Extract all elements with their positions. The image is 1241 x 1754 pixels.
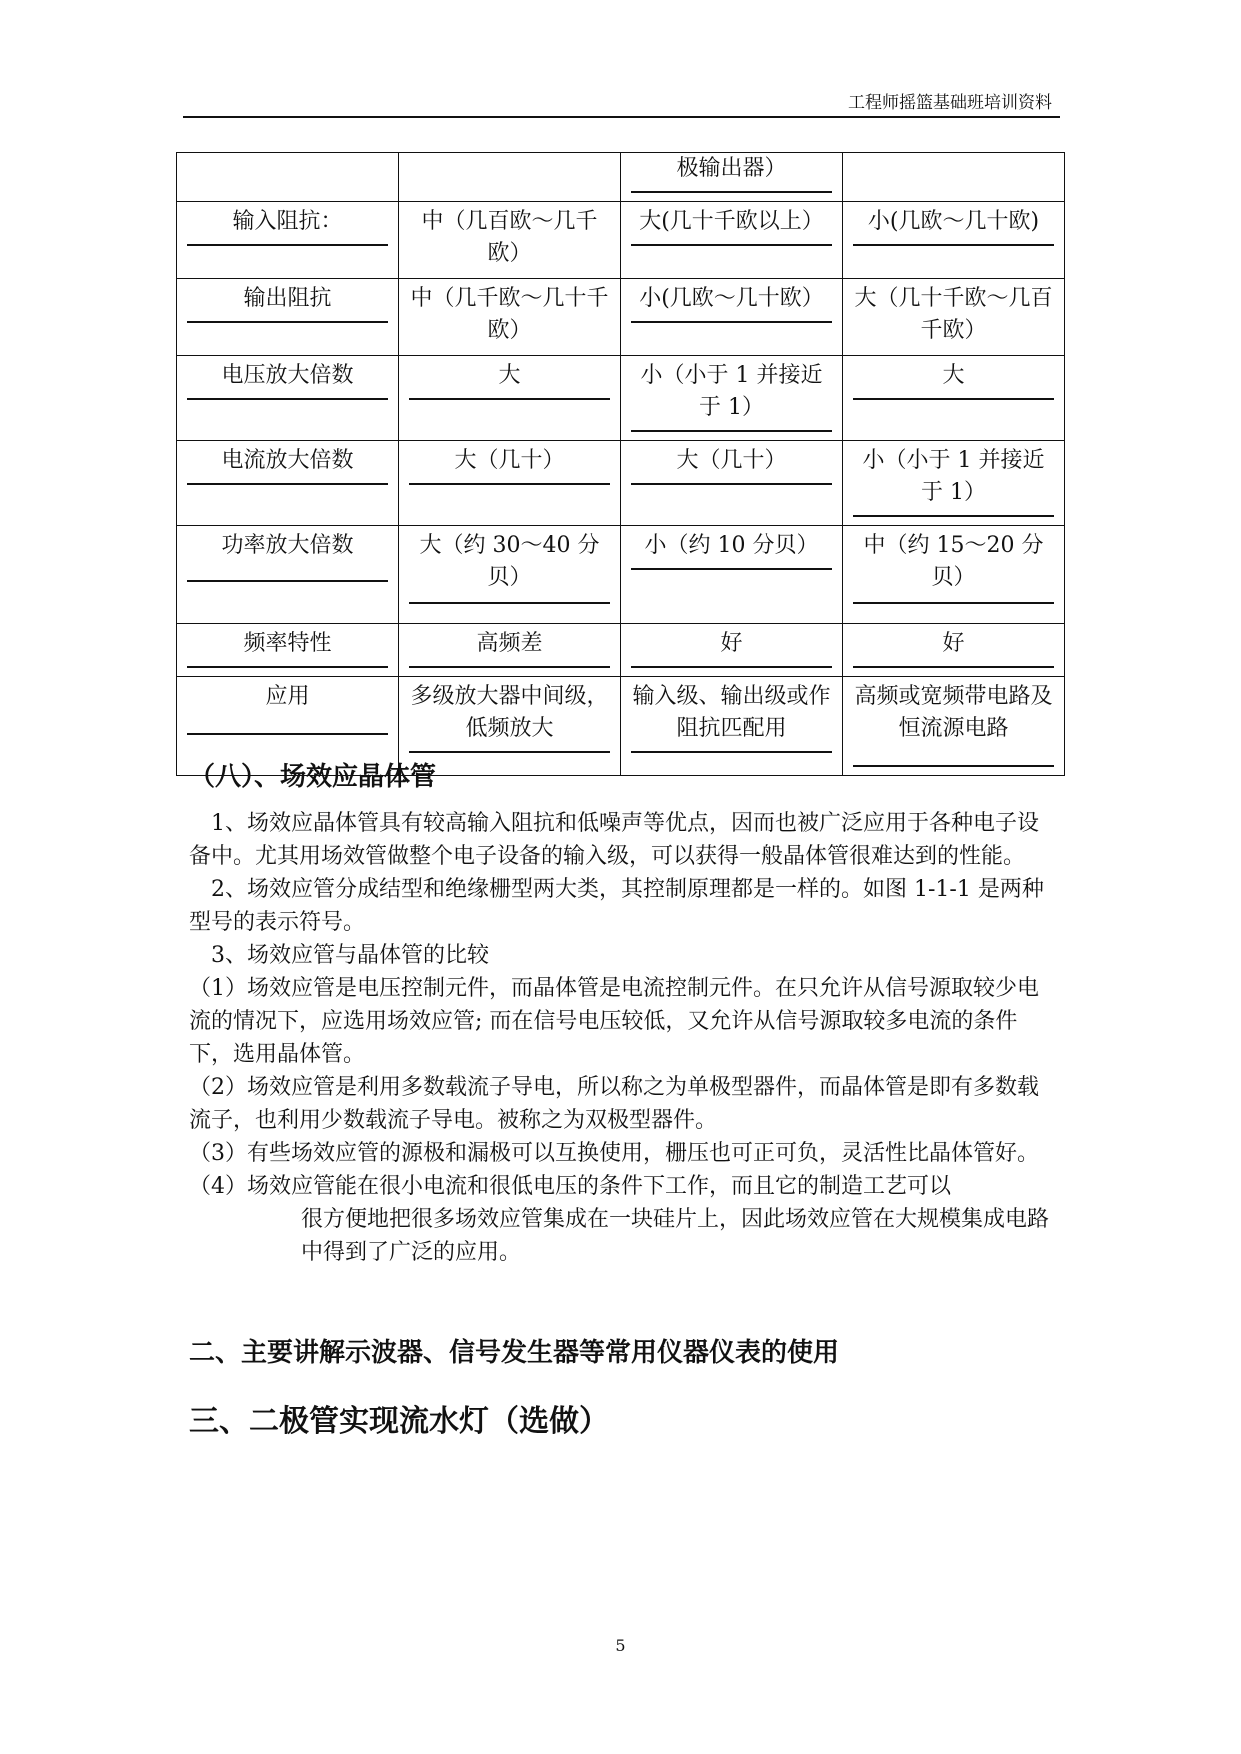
table-cell (399, 441, 621, 526)
paragraph: 3、场效应管与晶体管的比较 (211, 943, 489, 968)
cell-text: 中（约 15～20 分贝） (853, 530, 1054, 604)
paragraph: （2）场效应管是利用多数载流子导电，所以称之为单极型器件，而晶体管是即有多数载流子，也利用少数载流子导电。被称之为双极型器件。 (189, 1075, 1039, 1133)
cell-text: 应用 (187, 681, 388, 735)
table-cell (621, 279, 843, 356)
cell-text: 输出阻抗 (187, 283, 388, 323)
cell-text: 高频或宽频带电路及恒流源电路 (853, 681, 1054, 767)
row-label (177, 279, 399, 356)
table-cell (621, 356, 843, 441)
table-cell (621, 526, 843, 624)
table-cell (843, 526, 1065, 624)
paragraph: 很方便地把很多场效应管集成在一块硅片上，因此场效应管在大规模集成电路中得到了广泛的应用。 (301, 1207, 1050, 1265)
table-cell (399, 624, 621, 677)
table-cell (843, 279, 1065, 356)
comparison-table (176, 152, 1065, 776)
cell-text: 中（几千欧～几十千欧） (410, 286, 609, 343)
table-cell (843, 153, 1065, 202)
cell-text: 中（几百欧～几千欧） (421, 209, 598, 266)
table-row (177, 441, 1065, 526)
section-heading: （八）、场效应晶体管 (189, 762, 437, 792)
table-cell (177, 153, 399, 202)
paragraph: （3）有些场效应管的源极和漏极可以互换使用，栅压也可正可负，灵活性比晶体管好。 (189, 1141, 1039, 1166)
table-cell (621, 441, 843, 526)
table-cell (399, 279, 621, 356)
table-cell (399, 526, 621, 624)
cell-text: 大(几十千欧以上） (631, 206, 832, 246)
table-cell (621, 153, 843, 202)
cell-text: 功率放大倍数 (187, 530, 388, 582)
table-cell (843, 677, 1065, 776)
cell-text: 高频差 (409, 628, 610, 668)
cell-text: 大（几十） (409, 445, 610, 485)
paragraph: （1）场效应管是电压控制元件，而晶体管是电流控制元件。在只允许从信号源取较少电流的情况下，应选用场效应管; 而在信号电压较低，又允许从信号源取较多电流的条件下，选用晶体管。 (189, 976, 1039, 1067)
cell-text: 大 (853, 360, 1054, 400)
paragraph: 1、场效应晶体管具有较高输入阻抗和低噪声等优点，因而也被广泛应用于各种电子设备中。尤其用场效管做整个电子设备的输入级，可以获得一般晶体管很难达到的性能。 (189, 811, 1039, 869)
cell-text: 频率特性 (187, 628, 388, 668)
cell-text: 小（小于 1 并接近于 1） (853, 445, 1054, 517)
cell-text: 输入阻抗： (187, 206, 388, 246)
cell-text: 电压放大倍数 (187, 360, 388, 400)
cell-text: 小(几欧～几十欧） (631, 283, 832, 323)
table-cell (399, 153, 621, 202)
table-row (177, 356, 1065, 441)
cell-text: 小(几欧～几十欧) (853, 206, 1054, 246)
row-label (177, 356, 399, 441)
cell-text: 大（几十） (631, 445, 832, 485)
table-row (177, 279, 1065, 356)
table-cell (621, 624, 843, 677)
cell-text: 电流放大倍数 (187, 445, 388, 485)
table-row (177, 526, 1065, 624)
cell-text: 多级放大器中间级，低频放大 (409, 681, 610, 753)
table-cell (399, 202, 621, 279)
cell-text: 好 (853, 628, 1054, 668)
table-cell (843, 356, 1065, 441)
row-label (177, 441, 399, 526)
section-body (189, 807, 1055, 1269)
cell-text: 大（约 30～40 分贝） (409, 530, 610, 604)
header-title: 工程师摇篮基础班培训资料 (848, 93, 1052, 113)
cell-text: 大（几十千欧～几百千欧） (854, 286, 1053, 343)
table-cell (843, 624, 1065, 677)
paragraph: （4）场效应管能在很小电流和很低电压的条件下工作，而且它的制造工艺可以 (189, 1174, 951, 1199)
page-header (183, 84, 1060, 118)
table-cell (621, 677, 843, 776)
cell-text: 大 (409, 360, 610, 400)
table-cell (621, 202, 843, 279)
paragraph: 2、场效应管分成结型和绝缘栅型两大类，其控制原理都是一样的。如图 1-1-1 是两种型号的表示符号。 (189, 877, 1044, 935)
cell-text: 极输出器） (631, 153, 832, 193)
cell-text: 好 (631, 628, 832, 668)
heading-3: 三、二极管实现流水灯（选做） (189, 1404, 609, 1439)
heading-2: 二、主要讲解示波器、信号发生器等常用仪器仪表的使用 (189, 1338, 840, 1368)
page-number: 5 (615, 1636, 626, 1655)
row-label (177, 526, 399, 624)
cell-text: 小（小于 1 并接近于 1） (631, 360, 832, 432)
cell-text: 小（约 10 分贝） (631, 530, 832, 570)
cell-text: 输入级、输出级或作阻抗匹配用 (631, 681, 832, 753)
table-cell (843, 202, 1065, 279)
row-label (177, 202, 399, 279)
table-row (177, 153, 1065, 202)
row-label (177, 624, 399, 677)
table-row (177, 202, 1065, 279)
table-row (177, 624, 1065, 677)
table-cell (843, 441, 1065, 526)
table-cell (399, 356, 621, 441)
